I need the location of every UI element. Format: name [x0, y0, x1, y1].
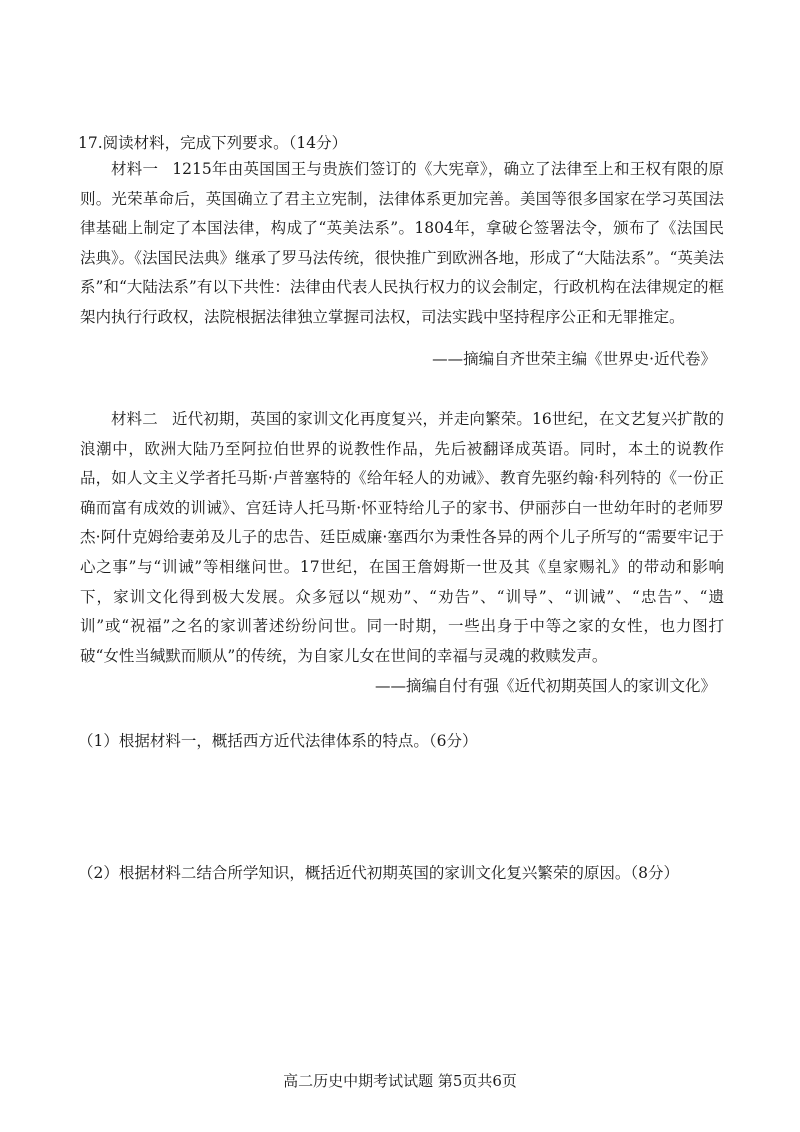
page-footer: 高二历史中期考试试题 第5页共6页 [283, 1072, 517, 1090]
material-two-source: ——摘编自付有强《近代初期英国人的家训文化》 [374, 677, 716, 695]
material-two-text: 近代初期，英国的家训文化再度复兴，并走向繁荣。16世纪，在文艺复兴扩散的浪潮中，欧洲大陆乃至阿拉伯世界的说教性作品，先后被翻译成英语。同时，本土的说教作品，如人文主义学者托马斯·卢普塞特的《给年轻人的劝诫》、教育先驱约翰·科列特的《一份正确而富有成效的训诫》、宫廷诗人托马斯·怀亚特给儿子的家书、伊丽莎白一世幼年时的老师罗杰·阿什克姆给妻弟及儿子的忠告、廷臣威廉·塞西尔为秉性各异的两个儿子所写的“需要牢记于心之事”与“训诫”等相继问世。17世纪，在国王詹姆斯一世及其《皇家赐礼》的带动和影响下，家训文化得到极大发展。众多冠以“规劝”、“劝告”、“训导”、“训诫”、“忠告”、“遗训”或“祝福”之名的家训著述纷纷问世。同一时期，一些出身于中等之家的女性，也力图打破“女性当缄默而顺从”的传统，为自家儿女在世间的幸福与灵魂的救赎发声。 [80, 410, 724, 665]
material-two-label: 材料二 [111, 410, 158, 428]
material-one [80, 155, 724, 333]
sub-question-1: （1）根据材料一，概括西方近代法律体系的特点。（6分） [78, 732, 478, 750]
sub-question-2: （2）根据材料二结合所学知识，概括近代初期英国的家训文化复兴繁荣的原因。（8分） [78, 864, 679, 882]
question-title: 17.阅读材料，完成下列要求。（14分） [78, 134, 348, 152]
material-one-source: ——摘编自齐世荣主编《世界史·近代卷》 [432, 350, 716, 368]
material-one-label: 材料一 [111, 160, 159, 178]
material-one-paragraph [80, 155, 724, 333]
material-two [80, 405, 724, 671]
material-two-paragraph [80, 405, 724, 671]
material-one-text: 1215年由英国国王与贵族们签订的《大宪章》，确立了法律至上和王权有限的原则。光荣革命后，英国确立了君主立宪制，法律体系更加完善。美国等很多国家在学习英国法律基础上制定了本国法律，构成了“英美法系”。1804年，拿破仑签署法令，颁布了《法国民法典》。《法国民法典》继承了罗马法传统，很快推广到欧洲各地，形成了“大陆法系”。“英美法系”和“大陆法系”有以下共性：法律由代表人民执行权力的议会制定，行政机构在法律规定的框架内执行行政权，法院根据法律独立掌握司法权，司法实践中坚持程序公正和无罪推定。 [80, 160, 724, 326]
